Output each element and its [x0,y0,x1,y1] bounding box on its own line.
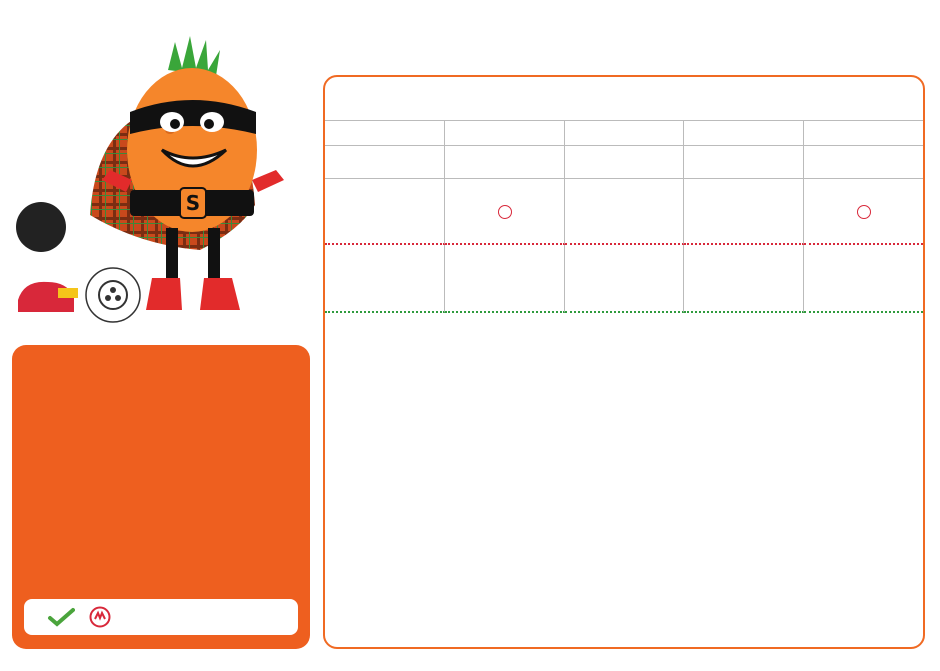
main-course-2 [325,245,445,313]
vegan-tick-icon [47,607,75,627]
diet-legend [24,599,298,635]
halal-icon [89,606,111,628]
food-for-life-logo [14,274,84,322]
day-header [325,121,445,146]
menu-panel [323,75,925,649]
svg-text:S: S [185,191,201,215]
main-course-2 [804,245,923,313]
soup-cell [684,146,804,179]
main-course-1 [325,179,445,245]
legend-halal [85,606,111,628]
info-panel [12,345,310,649]
main-course-1 [684,179,804,245]
day-header [565,121,684,146]
halal-icon [857,205,871,219]
menu-grid [325,121,923,313]
main-course-1 [445,179,565,245]
day-header [684,121,804,146]
soup-cell [565,146,684,179]
main-course-2 [684,245,804,313]
day-header [804,121,923,146]
main-course-2 [565,245,684,313]
main-course-2 [445,245,565,313]
soil-association-logo [82,264,144,326]
main-course-1 [804,179,923,245]
main-course-1 [565,179,684,245]
legend-vegan [47,607,75,627]
week-heading [325,77,923,121]
brand-logo [18,14,148,18]
day-header [445,121,565,146]
soup-cell [445,146,565,179]
halal-icon [498,205,512,219]
soup-cell [325,146,445,179]
soup-cell [804,146,923,179]
eating-logo [16,202,66,252]
